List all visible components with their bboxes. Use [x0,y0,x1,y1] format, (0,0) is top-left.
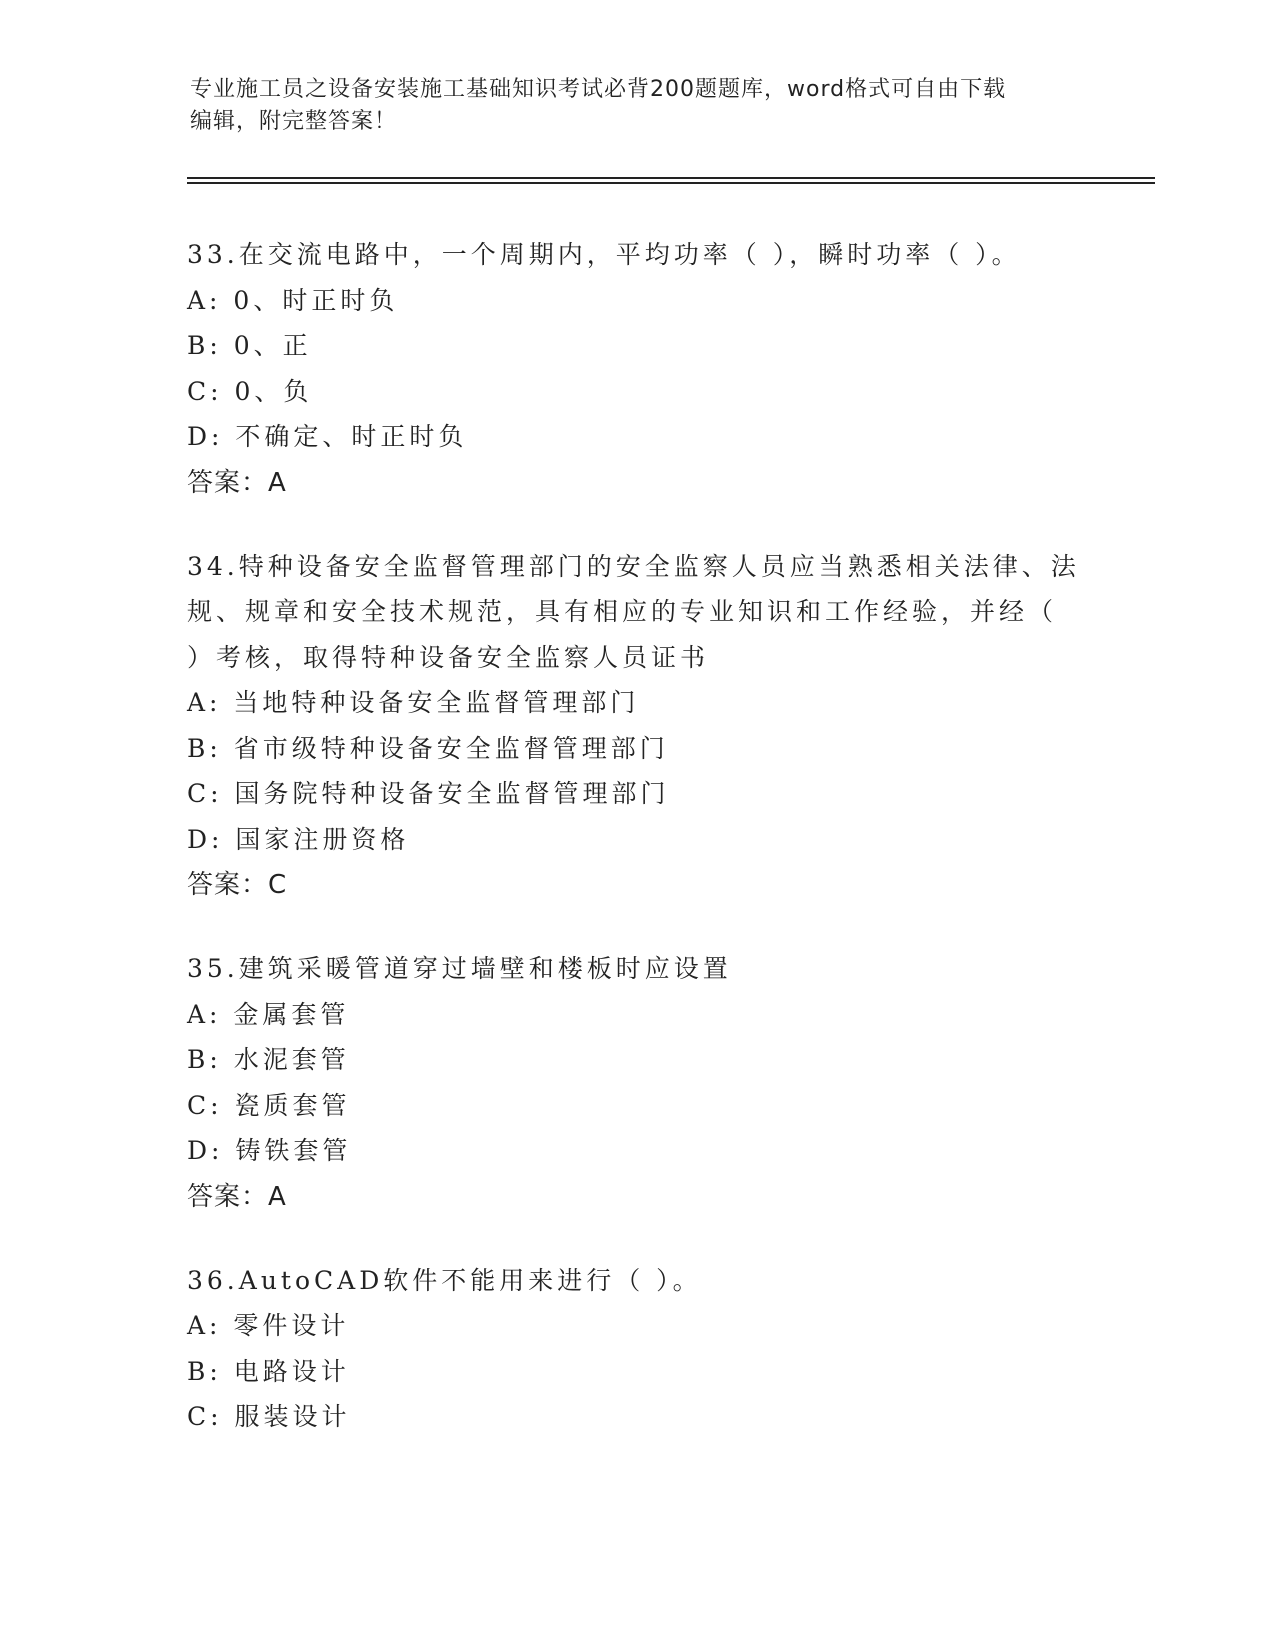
option-b: B: 电路设计 [187,1356,350,1386]
option-c: C: 服装设计 [187,1402,351,1431]
question-33 [187,232,1087,506]
option-c: C: 0、负 [187,376,313,406]
header-divider-bottom [187,182,1155,184]
question-text-line-3: ）考核，取得特种设备安全监察人员证书 [187,642,710,672]
option-b: B: 省市级特种设备安全监督管理部门 [187,733,669,763]
question-text-line-2: 规、规章和安全技术规范，具有相应的专业知识和工作经验，并经（ [187,597,1058,626]
option-a: A: 金属套管 [187,999,350,1029]
header-line-2: 编辑，附完整答案！ [190,109,398,134]
question-text: 35.建筑采暖管道穿过墙壁和楼板时应设置 [187,954,732,983]
option-a: A: 0、时正时负 [187,285,399,315]
option-a: A: 当地特种设备安全监督管理部门 [187,688,640,717]
option-c: C: 国务院特种设备安全监督管理部门 [187,779,670,808]
question-text: 36.AutoCAD软件不能用来进行（ ）。 [187,1265,702,1295]
question-text-line-1: 34.特种设备安全监督管理部门的安全监察人员应当熟悉相关法律、法 [187,551,1080,581]
question-text: 33.在交流电路中，一个周期内，平均功率（ ），瞬时功率（ ）。 [187,240,1021,269]
question-list [187,232,1087,1478]
option-d: D: 国家注册资格 [187,824,410,854]
question-34 [187,544,1087,909]
header-line-1: 专业施工员之设备安装施工基础知识考试必背200题题库，word格式可自由下载 [190,77,1007,102]
question-35 [187,946,1087,1220]
option-b: B: 水泥套管 [187,1045,350,1074]
option-c: C: 瓷质套管 [187,1090,351,1120]
document-header [190,74,1070,138]
option-a: A: 零件设计 [187,1311,350,1340]
header-divider-top [187,177,1155,179]
answer-label: 答案：A [187,1181,287,1212]
question-36 [187,1258,1087,1440]
option-d: D: 不确定、时正时负 [187,422,468,451]
option-d: D: 铸铁套管 [187,1136,352,1165]
option-b: B: 0、正 [187,331,312,360]
answer-label: 答案：A [187,467,287,498]
answer-label: 答案：C [187,870,288,900]
